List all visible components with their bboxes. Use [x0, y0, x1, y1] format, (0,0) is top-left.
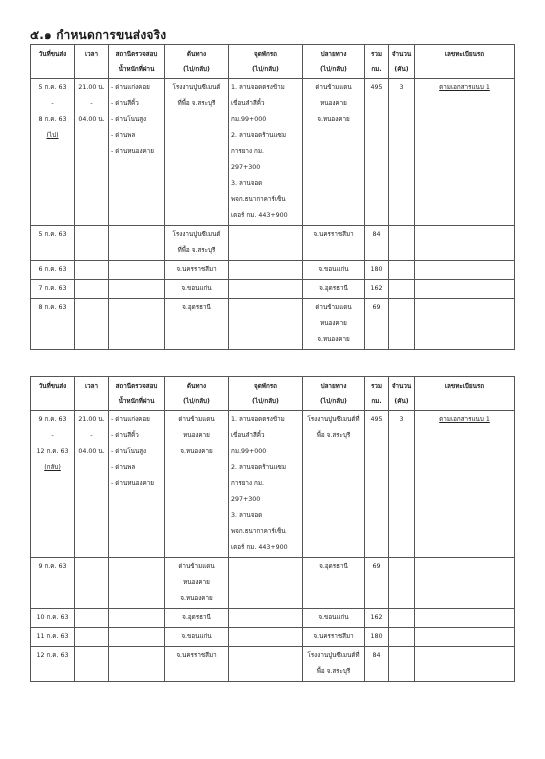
column-header-label: เวลา: [84, 383, 99, 390]
column-header: [229, 377, 303, 411]
direction-tag: (ไป): [46, 132, 59, 139]
table-row-main: [31, 411, 515, 558]
destination-text: ด่านข้ามแดน: [315, 84, 352, 91]
vehicle-count-cell: [389, 609, 415, 628]
stops-cell: [229, 261, 303, 280]
origin-text: จ.หนองคาย: [180, 448, 213, 455]
stop-item: 1. ลานจอดตรงข้าม: [231, 84, 285, 91]
table-row: [31, 647, 515, 682]
column-header-label: จุดพักรถ: [254, 383, 277, 390]
column-header: [415, 45, 515, 79]
km-cell: 495: [365, 79, 389, 226]
column-header: [365, 45, 389, 79]
station-item: - ด่านโนนสูง: [111, 116, 147, 123]
column-header-label: กม.: [371, 66, 382, 73]
time-cell: [75, 558, 109, 609]
destination-cell: [303, 609, 365, 628]
time-cell: [75, 628, 109, 647]
date-cell: 9 ก.ค. 63: [31, 558, 75, 609]
stop-item: เขื่อนลำสีคิ้ว: [231, 432, 265, 439]
origin-cell: [165, 226, 229, 261]
column-header-label: วันที่ขนส่ง: [38, 383, 67, 390]
stations-cell: [109, 261, 165, 280]
destination-text: ด่านข้ามแดน: [315, 304, 352, 311]
column-header-label: ปลายทาง: [320, 383, 347, 390]
column-header-label: (ไป/กลับ): [183, 398, 210, 405]
stations-cell: [109, 628, 165, 647]
stop-item: เตอร์ กม. 443+900: [231, 212, 288, 219]
vehicle-count-cell: [389, 647, 415, 682]
destination-text: พื้อ จ.สระบุรี: [316, 432, 351, 439]
time-cell: [75, 261, 109, 280]
column-header: [229, 45, 303, 79]
stop-item: 2. ลานจอดร้านแซม: [231, 464, 286, 471]
km-cell: 495: [365, 411, 389, 558]
time-cell: [75, 299, 109, 350]
stations-cell: [109, 226, 165, 261]
column-header-label: รวม: [370, 51, 383, 58]
destination-cell: [303, 299, 365, 350]
stop-item: กม.99+000: [231, 116, 267, 123]
registration-cell: [415, 411, 515, 558]
destination-cell: [303, 280, 365, 299]
time-cell: [75, 226, 109, 261]
origin-text: ที่พื้อ จ.สระบุรี: [177, 100, 216, 107]
km-cell: 69: [365, 299, 389, 350]
destination-cell: [303, 261, 365, 280]
time-text: 21.00 น.: [78, 84, 105, 91]
time-text: 21.00 น.: [78, 416, 105, 423]
date-cell: 11 ก.ค. 63: [31, 628, 75, 647]
destination-cell: [303, 628, 365, 647]
column-header-label: จุดพักรถ: [254, 51, 277, 58]
destination-cell: [303, 79, 365, 226]
column-header: [165, 377, 229, 411]
table-row: [31, 280, 515, 299]
date-cell: 6 ก.ค. 63: [31, 261, 75, 280]
destination-text: พื้อ จ.สระบุรี: [316, 668, 351, 675]
km-cell: 162: [365, 280, 389, 299]
column-header-label: น้ำหนักที่ผ่าน: [118, 398, 155, 405]
date-text: 9 ก.ค. 63: [38, 416, 67, 423]
column-header: [75, 377, 109, 411]
origin-text: จ.อุดรธานี: [182, 304, 211, 311]
station-item: - ด่านแก่งคอย: [111, 84, 150, 91]
column-header: [415, 377, 515, 411]
origin-text: ที่พื้อ จ.สระบุรี: [177, 247, 216, 254]
registration-cell: [415, 628, 515, 647]
column-header-label: ต้นทาง: [186, 383, 207, 390]
origin-text: หนองคาย: [183, 579, 210, 586]
table-row: [31, 226, 515, 261]
table-row: [31, 628, 515, 647]
origin-text: โรงงานปูนซีเมนต์: [172, 84, 221, 91]
column-header: [303, 377, 365, 411]
date-cell: 7 ก.ค. 63: [31, 280, 75, 299]
section-title: ๕.๑ กำหนดการขนส่งจริง: [30, 28, 167, 42]
stops-cell: [229, 226, 303, 261]
date-cell: [31, 79, 75, 226]
date-text: 5 ก.ค. 63: [38, 84, 67, 91]
destination-text: จ.ขอนแก่น: [318, 614, 349, 621]
column-header-label: ปลายทาง: [320, 51, 347, 58]
vehicle-count-cell: [389, 299, 415, 350]
column-header: [75, 45, 109, 79]
time-cell: [75, 79, 109, 226]
origin-cell: [165, 280, 229, 299]
station-item: - ด่านสีคิ้ว: [111, 100, 139, 107]
time-text: 04.00 น.: [78, 116, 105, 123]
destination-text: จ.หนองคาย: [317, 116, 350, 123]
destination-text: จ.อุดรธานี: [319, 563, 348, 570]
column-header: [303, 45, 365, 79]
destination-text: จ.ขอนแก่น: [318, 266, 349, 273]
origin-text: ด่านข้ามแดน: [178, 563, 215, 570]
station-item: - ด่านหนองคาย: [111, 480, 154, 487]
origin-cell: [165, 79, 229, 226]
stop-item: 1. ลานจอดตรงข้าม: [231, 416, 285, 423]
km-cell: 84: [365, 647, 389, 682]
stops-cell: [229, 280, 303, 299]
time-cell: [75, 647, 109, 682]
vehicle-count-cell: [389, 628, 415, 647]
table-row: [31, 261, 515, 280]
date-cell: 5 ก.ค. 63: [31, 226, 75, 261]
column-header-label: จำนวน: [391, 383, 412, 390]
origin-cell: [165, 628, 229, 647]
column-header-label: (ไป/กลับ): [183, 66, 210, 73]
column-header-label: กม.: [371, 398, 382, 405]
registration-cell: [415, 609, 515, 628]
date-text: -: [51, 432, 54, 439]
time-cell: [75, 609, 109, 628]
column-header-label: รวม: [370, 383, 383, 390]
stations-cell: [109, 79, 165, 226]
stations-cell: [109, 558, 165, 609]
stations-cell: [109, 411, 165, 558]
stops-cell: [229, 558, 303, 609]
column-header: [165, 45, 229, 79]
stations-cell: [109, 299, 165, 350]
origin-text: ด่านข้ามแดน: [178, 416, 215, 423]
registration-cell: [415, 299, 515, 350]
time-text: -: [90, 432, 93, 439]
stop-item: กม.99+000: [231, 448, 267, 455]
column-header: [109, 377, 165, 411]
station-item: - ด่านพล: [111, 132, 136, 139]
column-header-label: จำนวน: [391, 51, 412, 58]
origin-text: จ.นครราชสีมา: [176, 652, 217, 659]
stops-cell: [229, 299, 303, 350]
registration-cell: [415, 280, 515, 299]
destination-cell: [303, 226, 365, 261]
column-header-label: น้ำหนักที่ผ่าน: [118, 66, 155, 73]
stops-cell: [229, 628, 303, 647]
column-header-label: (ไป/กลับ): [252, 66, 279, 73]
schedule-table-return: [30, 376, 515, 682]
station-item: - ด่านพล: [111, 464, 136, 471]
origin-cell: [165, 261, 229, 280]
stop-item: พจก.ธนากาคาร์เซ็น: [231, 196, 286, 203]
time-text: -: [90, 100, 93, 107]
origin-text: หนองคาย: [183, 432, 210, 439]
station-item: - ด่านสีคิ้ว: [111, 432, 139, 439]
column-header-label: (คัน): [394, 66, 409, 73]
stop-item: 3. ลานจอด: [231, 180, 263, 187]
date-text: -: [51, 100, 54, 107]
destination-text: โรงงานปูนซีเมนต์ที่: [307, 652, 360, 659]
column-header-label: ต้นทาง: [186, 51, 207, 58]
destination-cell: [303, 647, 365, 682]
date-cell: 10 ก.ค. 63: [31, 609, 75, 628]
schedule-table-outbound: [30, 44, 515, 350]
stop-item: เขื่อนลำสีคิ้ว: [231, 100, 265, 107]
stop-item: 3. ลานจอด: [231, 512, 263, 519]
column-header-label: (คัน): [394, 398, 409, 405]
origin-cell: [165, 647, 229, 682]
origin-cell: [165, 299, 229, 350]
origin-text: จ.นครราชสีมา: [176, 266, 217, 273]
destination-text: โรงงานปูนซีเมนต์ที่: [307, 416, 360, 423]
table-row: [31, 299, 515, 350]
km-cell: 69: [365, 558, 389, 609]
stations-cell: [109, 647, 165, 682]
date-cell: [31, 411, 75, 558]
destination-text: หนองคาย: [320, 100, 347, 107]
stops-cell: [229, 411, 303, 558]
column-header: [109, 45, 165, 79]
registration-cell: [415, 261, 515, 280]
origin-text: จ.ขอนแก่น: [181, 285, 212, 292]
km-cell: 162: [365, 609, 389, 628]
origin-text: จ.ขอนแก่น: [181, 633, 212, 640]
station-item: - ด่านหนองคาย: [111, 148, 154, 155]
column-header-label: เลขทะเบียนรถ: [444, 51, 485, 58]
km-cell: 180: [365, 261, 389, 280]
station-item: - ด่านแก่งคอย: [111, 416, 150, 423]
table-row: [31, 558, 515, 609]
column-header-label: (ไป/กลับ): [320, 398, 347, 405]
column-header-label: วันที่ขนส่ง: [38, 51, 67, 58]
header-row: [31, 45, 515, 79]
column-header: [389, 45, 415, 79]
column-header-label: (ไป/กลับ): [320, 66, 347, 73]
table-row-main: [31, 79, 515, 226]
stop-item: 297+300: [231, 164, 261, 171]
direction-tag: (กลับ): [44, 464, 61, 471]
column-header-label: เลขทะเบียนรถ: [444, 383, 485, 390]
stop-item: การยาง กม.: [231, 480, 264, 487]
vehicle-count-cell: 3: [389, 411, 415, 558]
date-text: 12 ก.ค. 63: [36, 448, 69, 455]
table-row: [31, 609, 515, 628]
stops-cell: [229, 647, 303, 682]
origin-text: จ.หนองคาย: [180, 595, 213, 602]
origin-text: โรงงานปูนซีเมนต์: [172, 231, 221, 238]
stops-cell: [229, 609, 303, 628]
destination-text: หนองคาย: [320, 320, 347, 327]
column-header: [31, 45, 75, 79]
destination-cell: [303, 558, 365, 609]
header-row: [31, 377, 515, 411]
registration-cell: [415, 226, 515, 261]
column-header-label: เวลา: [84, 51, 99, 58]
column-header: [31, 377, 75, 411]
registration-cell: [415, 558, 515, 609]
time-text: 04.00 น.: [78, 448, 105, 455]
stop-item: การยาง กม.: [231, 148, 264, 155]
destination-text: จ.นครราชสีมา: [313, 231, 354, 238]
column-header: [365, 377, 389, 411]
stop-item: 2. ลานจอดร้านแซม: [231, 132, 286, 139]
origin-cell: [165, 411, 229, 558]
km-cell: 180: [365, 628, 389, 647]
vehicle-count-cell: [389, 280, 415, 299]
destination-cell: [303, 411, 365, 558]
origin-cell: [165, 558, 229, 609]
column-header-label: สถานีตรวจสอบ: [115, 383, 158, 390]
station-item: - ด่านโนนสูง: [111, 448, 147, 455]
date-cell: 8 ก.ค. 63: [31, 299, 75, 350]
time-cell: [75, 411, 109, 558]
origin-text: จ.อุดรธานี: [182, 614, 211, 621]
registration-link[interactable]: ตามเอกสารแนบ 1: [439, 416, 490, 423]
stop-item: พจก.ธนากาคาร์เซ็น: [231, 528, 286, 535]
registration-cell: [415, 647, 515, 682]
vehicle-count-cell: [389, 261, 415, 280]
registration-cell: [415, 79, 515, 226]
vehicle-count-cell: [389, 558, 415, 609]
column-header: [389, 377, 415, 411]
vehicle-count-cell: 3: [389, 79, 415, 226]
stations-cell: [109, 609, 165, 628]
vehicle-count-cell: [389, 226, 415, 261]
registration-link[interactable]: ตามเอกสารแนบ 1: [439, 84, 490, 91]
time-cell: [75, 280, 109, 299]
destination-text: จ.หนองคาย: [317, 336, 350, 343]
date-cell: 12 ก.ค. 63: [31, 647, 75, 682]
origin-cell: [165, 609, 229, 628]
stops-cell: [229, 79, 303, 226]
destination-text: จ.นครราชสีมา: [313, 633, 354, 640]
stations-cell: [109, 280, 165, 299]
km-cell: 84: [365, 226, 389, 261]
column-header-label: (ไป/กลับ): [252, 398, 279, 405]
stop-item: 297+300: [231, 496, 261, 503]
destination-text: จ.อุดรธานี: [319, 285, 348, 292]
stop-item: เตอร์ กม. 443+900: [231, 544, 288, 551]
date-text: 8 ก.ค. 63: [38, 116, 67, 123]
column-header-label: สถานีตรวจสอบ: [115, 51, 158, 58]
